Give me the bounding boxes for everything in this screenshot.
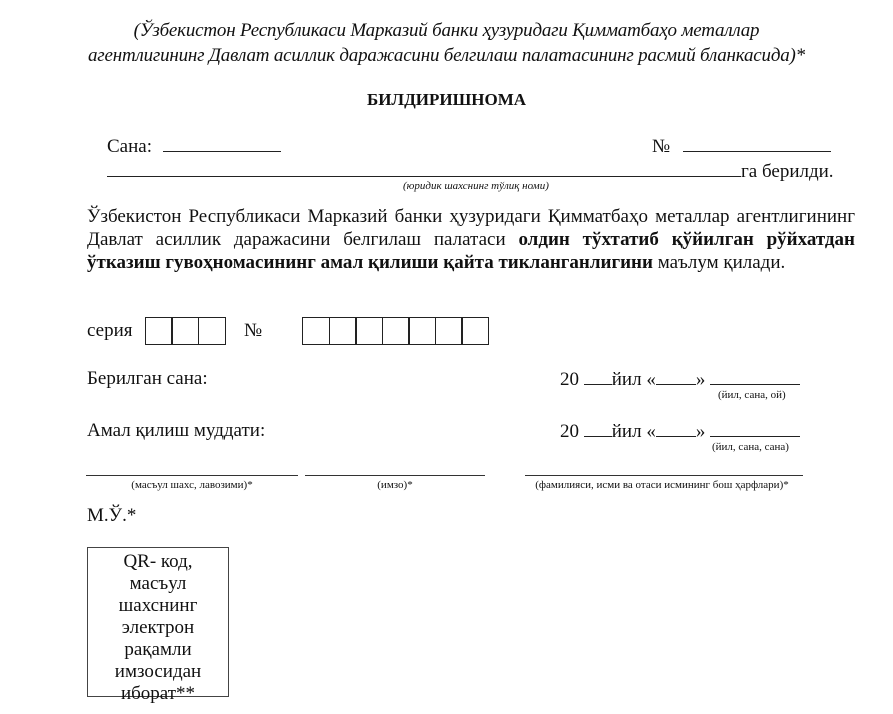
series-box[interactable] xyxy=(171,317,199,345)
number-row xyxy=(652,135,831,158)
body-text-normal-1: Ўзбекистон Республикаси Марказий банки ҳузуридаги Қимматбаҳо металлар агентлигининг Давлат асиллик даражасини белгилаш палатаси xyxy=(87,206,855,250)
issued-day-blank[interactable] xyxy=(656,368,696,385)
issued-close-quote: » xyxy=(695,369,706,390)
validity-month-blank[interactable] xyxy=(710,420,800,437)
position-signature-line[interactable] xyxy=(86,475,298,476)
series-box[interactable] xyxy=(198,317,226,345)
issued-date-prefix: 20 xyxy=(560,369,579,390)
number-label: № xyxy=(652,136,671,157)
qr-box-line: шахснинг xyxy=(118,595,198,616)
cert-number-boxes xyxy=(302,317,488,345)
issued-date-label: Берилган сана: xyxy=(87,368,208,389)
cert-number-box[interactable] xyxy=(461,317,489,345)
qr-box-line: имзосидан xyxy=(114,661,202,682)
qr-box-line: рақамли xyxy=(124,639,192,660)
position-caption: (масъул шахс, лавозими)* xyxy=(131,479,253,491)
series-row xyxy=(87,317,488,345)
series-label: серия xyxy=(87,320,133,341)
header-note-line-2: агентлигининг Давлат асиллик даражасини белгилаш палатасининг расмий бланкасида)* xyxy=(88,45,805,66)
cert-number-box[interactable] xyxy=(355,317,383,345)
validity-date-field xyxy=(560,420,800,443)
issued-year-blank[interactable] xyxy=(584,368,612,385)
cert-number-label: № xyxy=(244,320,263,341)
header-note xyxy=(0,18,893,68)
issued-year-word: йил « xyxy=(611,369,656,390)
date-label: Сана: xyxy=(107,136,152,157)
signature-caption: (имзо)* xyxy=(377,479,413,491)
cert-number-box[interactable] xyxy=(408,317,436,345)
date-blank-field[interactable] xyxy=(163,135,281,152)
validity-label: Амал қилиш муддати: xyxy=(87,420,266,441)
validity-close-quote: » xyxy=(695,421,706,442)
series-box[interactable] xyxy=(145,317,173,345)
qr-code-box xyxy=(87,547,229,704)
validity-year-blank[interactable] xyxy=(584,420,612,437)
issued-date-caption: (йил, сана, ой) xyxy=(718,389,786,401)
cert-number-box[interactable] xyxy=(435,317,463,345)
cert-number-box[interactable] xyxy=(382,317,410,345)
initials-signature-line[interactable] xyxy=(525,475,803,476)
date-row xyxy=(107,135,281,158)
stamp-placeholder: М.Ў.* xyxy=(87,505,137,526)
initials-caption: (фамилияси, исми ва отаси исмининг бош ҳарфлари)* xyxy=(535,479,789,491)
recipient-blank-field[interactable] xyxy=(107,160,741,177)
body-text-bold: олдин тўхтатиб қўйилган рўйхатдан ўтказиш гувоҳномасининг амал қилиши қайта тикланганлигини xyxy=(87,229,855,273)
signature-line[interactable] xyxy=(305,475,485,476)
cert-number-box[interactable] xyxy=(329,317,357,345)
body-text-normal-2: маълум қилади. xyxy=(652,252,786,273)
qr-box-line: иборат** xyxy=(120,683,196,704)
validity-prefix: 20 xyxy=(560,421,579,442)
document-title: БИЛДИРИШНОМА xyxy=(366,90,527,109)
validity-day-blank[interactable] xyxy=(656,420,696,437)
validity-year-word: йил « xyxy=(611,421,656,442)
qr-box-line: масъул xyxy=(129,573,187,594)
recipient-suffix: га берилди. xyxy=(741,161,834,182)
recipient-caption: (юридик шахснинг тўлиқ номи) xyxy=(403,180,549,192)
series-boxes xyxy=(145,317,225,345)
qr-box-line: электрон xyxy=(121,617,195,638)
validity-date-caption: (йил, сана, сана) xyxy=(712,441,789,453)
number-blank-field[interactable] xyxy=(683,135,831,152)
issued-month-blank[interactable] xyxy=(710,368,800,385)
body-paragraph xyxy=(87,205,855,274)
header-note-line-1: (Ўзбекистон Республикаси Марказий банки ҳузуридаги Қимматбаҳо металлар xyxy=(133,20,760,41)
cert-number-box[interactable] xyxy=(302,317,330,345)
qr-box-line: QR- код, xyxy=(123,551,193,572)
issued-date-field xyxy=(560,368,800,391)
